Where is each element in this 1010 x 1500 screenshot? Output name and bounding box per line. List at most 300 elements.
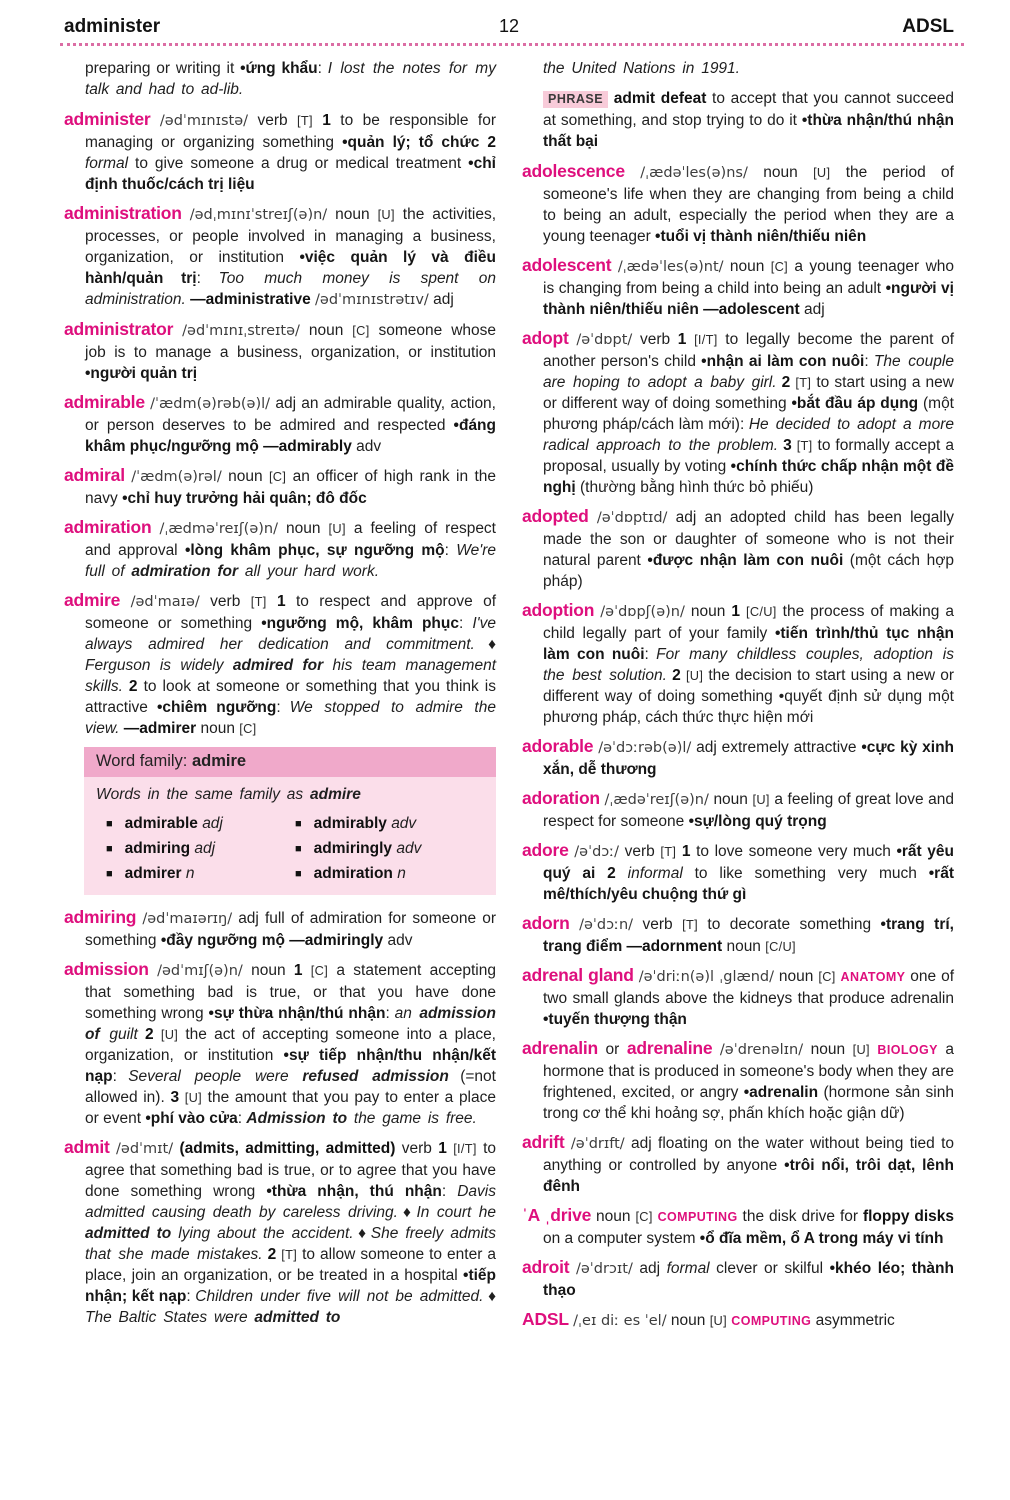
derived-form: —adolescent <box>703 301 800 318</box>
word-family-pos: n <box>185 865 195 882</box>
vietnamese-translation: •tiếp nhận; kết nạp <box>85 1267 496 1305</box>
grammar-label: [C] <box>352 323 370 338</box>
word-family-grid <box>96 813 484 885</box>
continuation-paragraph <box>64 58 496 100</box>
bullet-icon: ■ <box>295 868 302 880</box>
dictionary-entry <box>64 590 496 739</box>
bullet-icon: ■ <box>106 868 113 880</box>
definition-text: a young teenager who is changing from being a child into being an adult <box>543 258 954 297</box>
vietnamese-translation: •thừa nhận, thú nhận <box>266 1183 442 1200</box>
grammar-label: [T] <box>682 917 698 932</box>
vietnamese-translation: •ổ đĩa mềm, ổ A trong máy vi tính <box>699 1230 944 1247</box>
definition-text <box>151 520 159 537</box>
phonetic-transcription: /əˈdrenəlɪn/ <box>719 1042 804 1058</box>
dictionary-entry <box>522 328 954 498</box>
definition-text: (một cách hợp pháp) <box>543 552 954 590</box>
definition-text <box>173 322 182 339</box>
phonetic-transcription: /ˈædm(ə)rəb(ə)l/ <box>150 396 271 412</box>
headword: admirable <box>64 392 145 412</box>
headword: admire <box>64 590 121 610</box>
definition-text: to give someone a drug or medical treatment <box>128 155 469 172</box>
sense-number: 1 <box>731 603 740 620</box>
phonetic-transcription: /əˈdrɪft/ <box>570 1136 625 1152</box>
example-sentence: an <box>394 1005 420 1022</box>
vietnamese-translation: •việc quản lý và điều hành/quản trị <box>85 249 497 287</box>
vietnamese-translation: •chiêm ngưỡng <box>156 699 277 716</box>
definition-text: : <box>112 1068 129 1085</box>
word-family-item <box>295 863 484 885</box>
word-family-word: admiringly <box>313 840 397 857</box>
sense-number: 2 <box>672 667 681 684</box>
left-column <box>64 58 496 1340</box>
definition-text: one of two small glands above the kidneys that produce adrenalin <box>543 968 954 1007</box>
definition-text: verb <box>632 331 678 348</box>
definition-text: to respect and approve of someone or something <box>85 593 497 632</box>
definition-text <box>302 962 310 979</box>
word-family-intro-word: admire <box>309 786 361 803</box>
word-family-body <box>84 777 496 895</box>
definition-text: : <box>864 353 874 370</box>
phonetic-transcription: /ˌeɪ diː es ˈel/ <box>573 1313 667 1329</box>
word-family-pos: adj <box>202 815 223 832</box>
example-emphasis: refused admission <box>302 1068 449 1085</box>
definition-text: noun <box>278 520 329 537</box>
definition-text: ♦ <box>474 636 496 653</box>
definition-text: : <box>317 60 328 77</box>
bullet-icon: ■ <box>295 818 302 830</box>
subject-label: ANATOMY <box>840 970 906 984</box>
definition-text: to accept that you cannot succeed at something, and stop trying to do it <box>543 90 954 129</box>
grammar-label: [U] <box>328 521 346 536</box>
definition-text: the period of someone's life when they are changing from being a child to being an adult, especially the period when they are a young teenager <box>543 164 954 245</box>
definition-text: noun <box>196 720 240 737</box>
definition-text: (một phương pháp/cách làm mới): <box>543 395 954 433</box>
definition-text <box>595 865 607 882</box>
headword: adrenalin <box>522 1038 599 1058</box>
phonetic-transcription: /əˈdɔːrəb(ə)l/ <box>598 740 692 756</box>
definition-text: : <box>644 646 657 663</box>
definition-text <box>625 164 640 181</box>
vietnamese-translation: •trôi nổi, trôi dạt, lênh đênh <box>543 1157 954 1195</box>
grammar-label: [U] <box>685 668 704 683</box>
definition-text: the act of accepting someone into a place, organization, or institution <box>85 1026 496 1064</box>
grammar-label: [T] <box>660 844 677 859</box>
phonetic-transcription: /ədˈmɪt/ <box>116 1141 174 1157</box>
dictionary-entry <box>64 517 496 582</box>
sense-number: 1 <box>681 843 691 860</box>
dictionary-entry <box>64 959 496 1129</box>
word-family-item <box>295 813 484 835</box>
bullet-icon: ■ <box>295 843 302 855</box>
guide-word-right: ADSL <box>902 16 954 37</box>
definition-text: or <box>598 1041 627 1058</box>
example-sentence: We stopped to admire the view. <box>85 699 496 737</box>
definition-text: verb <box>619 843 661 860</box>
phonetic-transcription: /əˈdɔːn/ <box>579 917 634 933</box>
example-sentence: I've always admired her dedication and commitment. <box>85 615 496 653</box>
definition-text <box>154 1026 161 1043</box>
definition-text: noun <box>327 206 378 223</box>
sense-number: 1 <box>438 1140 447 1157</box>
grammar-label: [U] <box>709 1313 727 1328</box>
definition-text <box>138 1026 145 1043</box>
grammar-label: [T] <box>281 1247 298 1262</box>
grammar-label: [C] <box>818 969 836 984</box>
definition-text: the amount that you pay to enter a place or event <box>85 1089 496 1127</box>
definition-text: verb <box>395 1140 439 1157</box>
phonetic-transcription: /ədˈmɪʃ(ə)n/ <box>157 963 243 979</box>
definition-text: adj an adopted child has been legally made the son or daughter of someone who is not their natural parent <box>543 509 955 569</box>
vietnamese-translation: •ngưỡng mộ, khâm phục <box>261 615 459 632</box>
example-sentence: The couple are hoping to adopt a baby girl. <box>543 353 954 391</box>
bullet-icon: ■ <box>106 818 113 830</box>
vietnamese-translation: •thừa nhận/thú nhận thất bại <box>543 112 954 150</box>
headword: admiral <box>64 465 125 485</box>
example-sentence: I lost the notes for my talk and had to ad-lib. <box>85 60 496 98</box>
definition-text <box>570 916 579 933</box>
sense-number: 1 <box>322 112 331 129</box>
phonetic-transcription: /ədˈmaɪə/ <box>130 594 200 610</box>
dictionary-entry <box>522 1038 954 1124</box>
definition-text: clever or skilful <box>709 1260 830 1277</box>
word-family-title <box>84 747 496 777</box>
sense-number: 2 <box>145 1026 154 1043</box>
definition-text: noun <box>299 322 353 339</box>
headword: adrenaline <box>626 1038 713 1058</box>
definition-text: a feeling of great love and respect for someone <box>543 791 955 830</box>
headword: adore <box>522 840 569 860</box>
word-family-pos: adv <box>396 840 422 857</box>
example-sentence: In court he <box>416 1204 496 1221</box>
definition-text: adj full of admiration for someone or something <box>85 910 497 949</box>
vietnamese-translation: •bắt đầu áp dụng <box>791 395 919 412</box>
dictionary-entry <box>522 788 954 832</box>
headword: adrenal gland <box>522 965 634 985</box>
word-family-pos: n <box>397 865 406 882</box>
headword: administration <box>64 203 182 223</box>
dictionary-entry <box>522 600 954 728</box>
phonetic-transcription: /ˌædəˈreɪʃ(ə)n/ <box>604 792 709 808</box>
sense-number: 1 <box>677 331 687 348</box>
definition-text: (thường bằng hình thức bỏ phiếu) <box>575 479 814 496</box>
vietnamese-translation: •nhận ai làm con nuôi <box>701 353 865 370</box>
definition-text: to legally become the parent of another person's child <box>543 331 955 370</box>
example-sentence: guilt <box>99 1026 138 1043</box>
derived-form: —admirably <box>263 438 352 455</box>
word-family-item <box>106 813 295 835</box>
definition-text: adj <box>632 1260 667 1277</box>
example-sentence: the United Nations in 1991. <box>543 60 740 77</box>
derived-form: —adornment <box>626 938 723 955</box>
definition-text: (=not allowed in). <box>85 1068 496 1106</box>
definition-text: adj <box>799 301 825 318</box>
example-emphasis: admitted to <box>85 1225 172 1242</box>
definition-text: to agree that something bad is true, or to agree that you have done something wrong <box>85 1140 497 1200</box>
definition-text: noun <box>774 968 819 985</box>
vietnamese-translation: •ứng khẩu <box>240 60 318 77</box>
definition-text: noun <box>666 1312 710 1329</box>
definition-text: noun <box>684 603 732 620</box>
grammar-label: [C] <box>268 469 287 484</box>
sense-number: 2 <box>781 374 791 391</box>
example-emphasis: admiration for <box>131 563 239 580</box>
grammar-label: [C] <box>770 259 789 274</box>
definition-text: ♦ <box>483 1288 496 1305</box>
vietnamese-translation: •người quản trị <box>85 365 198 382</box>
phonetic-transcription: /əˈdɒpʃ(ə)n/ <box>600 604 685 620</box>
definition-text: verb <box>248 112 297 129</box>
example-sentence: The Baltic States were <box>85 1309 255 1326</box>
phrase-paragraph <box>522 88 954 152</box>
example-sentence: all your hard work. <box>238 563 380 580</box>
definition-text: an officer of high rank in the navy <box>85 468 496 507</box>
example-sentence: Ferguson is widely <box>85 657 233 674</box>
vietnamese-translation: •chỉ định thuốc/cách trị liệu <box>85 155 496 193</box>
headword: adrift <box>522 1132 565 1152</box>
headword: adopted <box>522 506 589 526</box>
bullet-icon: ■ <box>106 843 113 855</box>
grammar-label: [T] <box>795 375 812 390</box>
word-family-word: admirable <box>124 815 203 832</box>
phonetic-transcription: /ədˈmɪnɪˌstreɪtə/ <box>182 323 300 339</box>
definition-text: noun <box>723 258 771 275</box>
word-family-item <box>295 838 484 860</box>
word-family-box <box>84 747 496 895</box>
definition-text: adj extremely attractive <box>691 739 862 756</box>
vietnamese-translation: •đầy ngưỡng mộ <box>160 932 285 949</box>
text-columns <box>64 58 954 1340</box>
sense-number: 2 <box>607 865 616 882</box>
vietnamese-translation: •sự tiếp nhận/thu nhận/kết nạp <box>85 1047 496 1085</box>
phonetic-transcription: /ədˈmɪnɪstrətɪv/ <box>315 292 429 308</box>
example-sentence: Davis admitted causing death by careless driving. <box>85 1183 496 1221</box>
vietnamese-translation: •chỉ huy trưởng hải quân; đô đốc <box>122 490 367 507</box>
headword: adorable <box>522 736 594 756</box>
derived-form: —admiringly <box>289 932 384 949</box>
vietnamese-translation: •phí vào cửa <box>145 1110 238 1127</box>
dictionary-entry <box>64 1137 496 1328</box>
definition-text: to formally accept a proposal, usually by voting <box>543 437 954 475</box>
dictionary-entry <box>522 1205 954 1249</box>
definition-text: the decision to start using a new or different way of doing something •quyết định sử dụng một phương pháp, cách thức thực hiện mới <box>543 667 954 726</box>
example-sentence: Children under five will not be admitted. <box>195 1288 484 1305</box>
word-family-word: admirably <box>313 815 392 832</box>
word-family-intro <box>96 784 484 805</box>
vietnamese-translation: •đáng khâm phục/ngưỡng mộ <box>85 417 496 455</box>
vietnamese-translation: •tiến trình/thủ tục nhận làm con nuôi <box>543 625 954 663</box>
vietnamese-translation: •adrenalin <box>743 1084 819 1101</box>
definition-text: ♦ <box>397 1204 417 1221</box>
vietnamese-translation: •chính thức chấp nhận một đề nghị <box>543 458 955 496</box>
word-family-word: admiring <box>124 840 195 857</box>
bold-text: floppy disks <box>862 1208 954 1225</box>
dictionary-entry <box>64 109 496 195</box>
phonetic-transcription: /ədˈmɪnɪstə/ <box>159 113 249 129</box>
sense-number: 2 <box>128 678 138 695</box>
dictionary-entry <box>522 840 954 905</box>
definition-text: : <box>237 1110 247 1127</box>
word-family-word: admirer <box>124 865 186 882</box>
example-emphasis: Admission to <box>246 1110 348 1127</box>
definition-text: : <box>186 1288 196 1305</box>
definition-text: noun <box>747 164 814 181</box>
vietnamese-translation: •tuổi vị thành niên/thiếu niên <box>655 228 867 245</box>
headword: admission <box>64 959 149 979</box>
dotted-rule <box>60 43 964 46</box>
vietnamese-translation: •khéo léo; thành thạo <box>543 1260 954 1299</box>
headword: administrator <box>64 319 174 339</box>
definition-text: someone whose job is to manage a business, organization, or institution <box>85 322 496 361</box>
dictionary-entry <box>522 161 954 247</box>
dictionary-entry <box>522 1257 954 1301</box>
phonetic-transcription: /ədˈmaɪərɪŋ/ <box>142 911 233 927</box>
headword: admiring <box>64 907 137 927</box>
word-family-title-label: Word family: <box>96 752 192 770</box>
definition-text: verb <box>199 593 251 610</box>
definition-text: the disk drive for <box>737 1208 863 1225</box>
definition-text: : <box>196 270 219 287</box>
phonetic-transcription: /əˈdɒptɪd/ <box>596 510 668 526</box>
dictionary-entry <box>64 907 496 951</box>
grammar-label: [U] <box>813 165 831 180</box>
example-sentence: He decided to adopt a more radical approach to the problem. <box>543 416 954 454</box>
definition-text: a hormone that is produced in someone's body when they are frightened, excited, or angry <box>543 1041 954 1101</box>
vietnamese-translation: •người vị thành niên/thiếu niên <box>543 280 954 318</box>
subject-label: COMPUTING <box>731 1314 812 1328</box>
definition-text <box>616 865 628 882</box>
grammar-label: [C/U] <box>765 939 796 954</box>
headword: adroit <box>522 1257 570 1277</box>
example-sentence: the game is free. <box>347 1110 477 1127</box>
dictionary-entry <box>522 1132 954 1197</box>
example-emphasis: admired for <box>232 657 324 674</box>
definition-text: to look at someone or something that you think is attractive <box>85 678 496 716</box>
grammar-label: [U] <box>752 792 770 807</box>
definition-text: to decorate something <box>697 916 881 933</box>
phonetic-transcription: /ədˌmɪnɪˈstreɪʃ(ə)n/ <box>189 207 328 223</box>
dictionary-entry <box>64 392 496 457</box>
definition-text <box>686 331 694 348</box>
bold-text: admit defeat <box>613 90 707 107</box>
definition-text: to allow someone to enter a place, join an organization, or be treated in a hospital <box>85 1246 496 1284</box>
definition-text: noun <box>221 468 269 485</box>
definition-text: preparing or writing it <box>85 60 241 77</box>
grammar-label: [T] <box>297 113 313 128</box>
word-family-title-word: admire <box>191 752 247 770</box>
example-emphasis: admission of <box>85 1005 496 1043</box>
vietnamese-translation: •trang trí, trang điểm <box>543 916 954 955</box>
definition-text <box>712 1041 720 1058</box>
sense-number: 3 <box>783 437 792 454</box>
definition-text: noun <box>722 938 766 955</box>
dictionary-entry <box>64 465 496 509</box>
register-label: formal <box>85 155 129 172</box>
grammar-label: [C/U] <box>745 604 777 619</box>
example-sentence: his team management skills. <box>85 657 497 695</box>
grammar-label: [U] <box>377 207 395 222</box>
headword: admiration <box>64 517 152 537</box>
guide-word-left: administer <box>64 16 161 37</box>
dictionary-entry <box>522 255 954 320</box>
phonetic-transcription: /əˈdriːn(ə)l ˌglænd/ <box>638 969 775 985</box>
sense-number: 3 <box>170 1089 180 1106</box>
vietnamese-translation: •rất mê/thích/yêu chuộng thứ gì <box>543 865 954 903</box>
vietnamese-translation: •được nhận làm con nuôi <box>647 552 844 569</box>
definition-text <box>267 593 277 610</box>
dictionary-entry <box>522 965 954 1030</box>
phonetic-transcription: /ˌædəˈles(ə)nt/ <box>617 259 724 275</box>
word-family-pos: adj <box>194 840 216 857</box>
definition-text: adj <box>428 291 454 308</box>
definition-text: noun <box>591 1208 636 1225</box>
definition-text: ♦ <box>353 1225 371 1242</box>
sense-number: 2 <box>487 134 496 151</box>
register-label: informal <box>627 865 683 882</box>
word-family-pos: adv <box>391 815 417 832</box>
grammar-label: [C] <box>635 1209 653 1224</box>
bold-text: (admits, admitting, admitted) <box>179 1140 396 1157</box>
dictionary-entry <box>522 736 954 780</box>
example-sentence: She freely admits that she made mistakes. <box>85 1225 496 1263</box>
grammar-label: [U] <box>852 1042 870 1057</box>
definition-text <box>151 112 160 129</box>
headword: adoption <box>522 600 595 620</box>
vietnamese-translation: •rất yêu quý ai <box>543 843 955 882</box>
phonetic-transcription: /ˈædm(ə)rəl/ <box>131 469 222 485</box>
definition-text: to be responsible for managing or organizing something <box>85 112 496 151</box>
continuation-paragraph <box>522 58 954 79</box>
definition-text: : <box>385 1005 395 1022</box>
sense-number: 1 <box>276 593 286 610</box>
definition-text: a feeling of respect and approval <box>85 520 496 559</box>
example-sentence: lying about the accident. <box>171 1225 354 1242</box>
definition-text: noun <box>708 791 753 808</box>
right-column <box>522 58 954 1340</box>
example-sentence: Too much money is spent on administration. <box>85 270 496 308</box>
headword: administer <box>64 109 151 129</box>
vietnamese-translation: •cực kỳ xinh xắn, dễ thương <box>543 739 955 778</box>
dictionary-entry <box>522 1309 954 1332</box>
phrase-tag: PHRASE <box>543 91 608 108</box>
subject-label: BIOLOGY <box>877 1043 938 1057</box>
definition-text: noun <box>242 962 294 979</box>
headword: adolescence <box>522 161 625 181</box>
definition-text: to start using a new or different way of doing something <box>543 374 954 412</box>
dictionary-entry <box>64 319 496 384</box>
definition-text: to like something very much <box>682 865 929 882</box>
definition-text: verb <box>633 916 683 933</box>
word-family-word: admiration <box>313 865 398 882</box>
example-emphasis: admitted to <box>254 1309 341 1326</box>
vietnamese-translation: •tuyến thượng thận <box>543 1011 687 1028</box>
definition-text: adj floating on the water without being tied to anything or controlled by anyone <box>543 1135 954 1174</box>
dictionary-entry <box>522 913 954 957</box>
definition-text: adv <box>351 438 382 455</box>
definition-text: asymmetric <box>811 1312 895 1329</box>
definition-text: : <box>441 1183 458 1200</box>
definition-text <box>120 593 130 610</box>
grammar-label: [T] <box>250 594 267 609</box>
example-sentence: Several people were <box>128 1068 303 1085</box>
word-family-item <box>106 863 295 885</box>
definition-text: adv <box>383 932 413 949</box>
vietnamese-translation: •quản lý; tổ chức <box>342 134 480 151</box>
page-header <box>64 16 954 43</box>
definition-text: adj an admirable quality, action, or person deserves to be admired and respected <box>85 395 496 434</box>
definition-text: on a computer system <box>543 1230 700 1247</box>
vietnamese-translation: •sự/lòng quý trọng <box>688 813 827 830</box>
grammar-label: [T] <box>796 438 813 453</box>
